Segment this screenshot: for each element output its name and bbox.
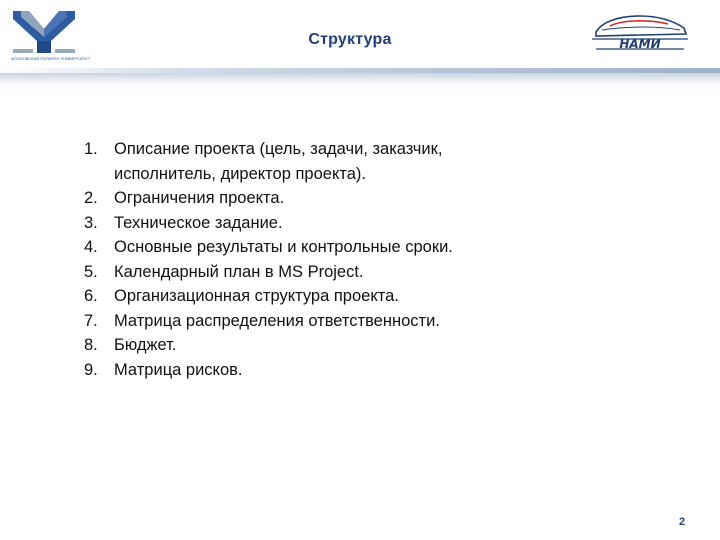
list-item-number — [60, 309, 114, 334]
list-item — [60, 137, 660, 186]
nami-car-icon — [588, 8, 692, 56]
list-item-number-text: 8. — [84, 336, 98, 354]
list-item-text — [114, 358, 660, 383]
list-item-number — [60, 211, 114, 236]
university-logo-icon — [11, 9, 77, 55]
list-item — [60, 309, 660, 334]
structure-list — [60, 137, 660, 382]
list-item-number-text: 2. — [84, 189, 98, 207]
header-divider — [0, 68, 720, 90]
list-item — [60, 235, 660, 260]
page-number: 2 — [678, 516, 686, 528]
list-item-text — [114, 137, 660, 186]
university-logo-caption: МОСКОВСКИЙ ПОЛИТЕХ УНИВЕРСИТЕТ — [11, 56, 91, 61]
list-item-text — [114, 211, 660, 236]
list-item-number-text: 1. — [84, 140, 98, 158]
list-item-line: Основные результаты и контрольные сроки. — [114, 238, 453, 256]
divider-band-main — [0, 73, 720, 85]
list-item-text — [114, 333, 660, 358]
list-item-number — [60, 284, 114, 309]
list-item — [60, 211, 660, 236]
nami-logo-text: НАМИ — [619, 37, 661, 51]
list-item-text — [114, 284, 660, 309]
list-item-number-text: 9. — [84, 360, 98, 379]
list-item-number-text: 4. — [84, 238, 98, 256]
list-item-number — [60, 260, 114, 285]
list-item-line: Матрица рисков. — [114, 360, 243, 379]
list-item-number — [60, 333, 114, 358]
list-item-line: Организационная структура проекта. — [114, 287, 399, 305]
list-item — [60, 358, 660, 383]
list-item-text — [114, 260, 660, 285]
list-item-line: Матрица распределения ответственности. — [114, 311, 440, 330]
slide-title: Структура — [308, 31, 392, 48]
list-item-line: Ограничения проекта. — [114, 189, 285, 207]
list-item-number — [60, 235, 114, 260]
list-item-text — [114, 186, 660, 211]
list-item-line: исполнитель, директор проекта). — [114, 164, 366, 183]
university-logo — [11, 9, 91, 63]
list-item-line: Описание проекта (цель, задачи, заказчик, — [114, 140, 443, 158]
slide-header — [0, 0, 720, 78]
list-item-number — [60, 358, 114, 383]
list-item-number-text: 7. — [84, 311, 98, 330]
list-item-line: Бюджет. — [114, 336, 177, 354]
list-item-number-text: 3. — [84, 213, 98, 232]
list-item — [60, 333, 660, 358]
list-item-number-text: 5. — [84, 262, 98, 281]
list-item-number — [60, 137, 114, 186]
list-item-text — [114, 309, 660, 334]
list-item-number-text: 6. — [84, 287, 98, 305]
list-item-number — [60, 186, 114, 211]
list-item-line: Календарный план в MS Project. — [114, 262, 364, 281]
list-item — [60, 284, 660, 309]
list-item-text — [114, 235, 660, 260]
list-item — [60, 260, 660, 285]
nami-logo — [588, 8, 692, 56]
list-item — [60, 186, 660, 211]
list-item-line: Техническое задание. — [114, 213, 283, 232]
